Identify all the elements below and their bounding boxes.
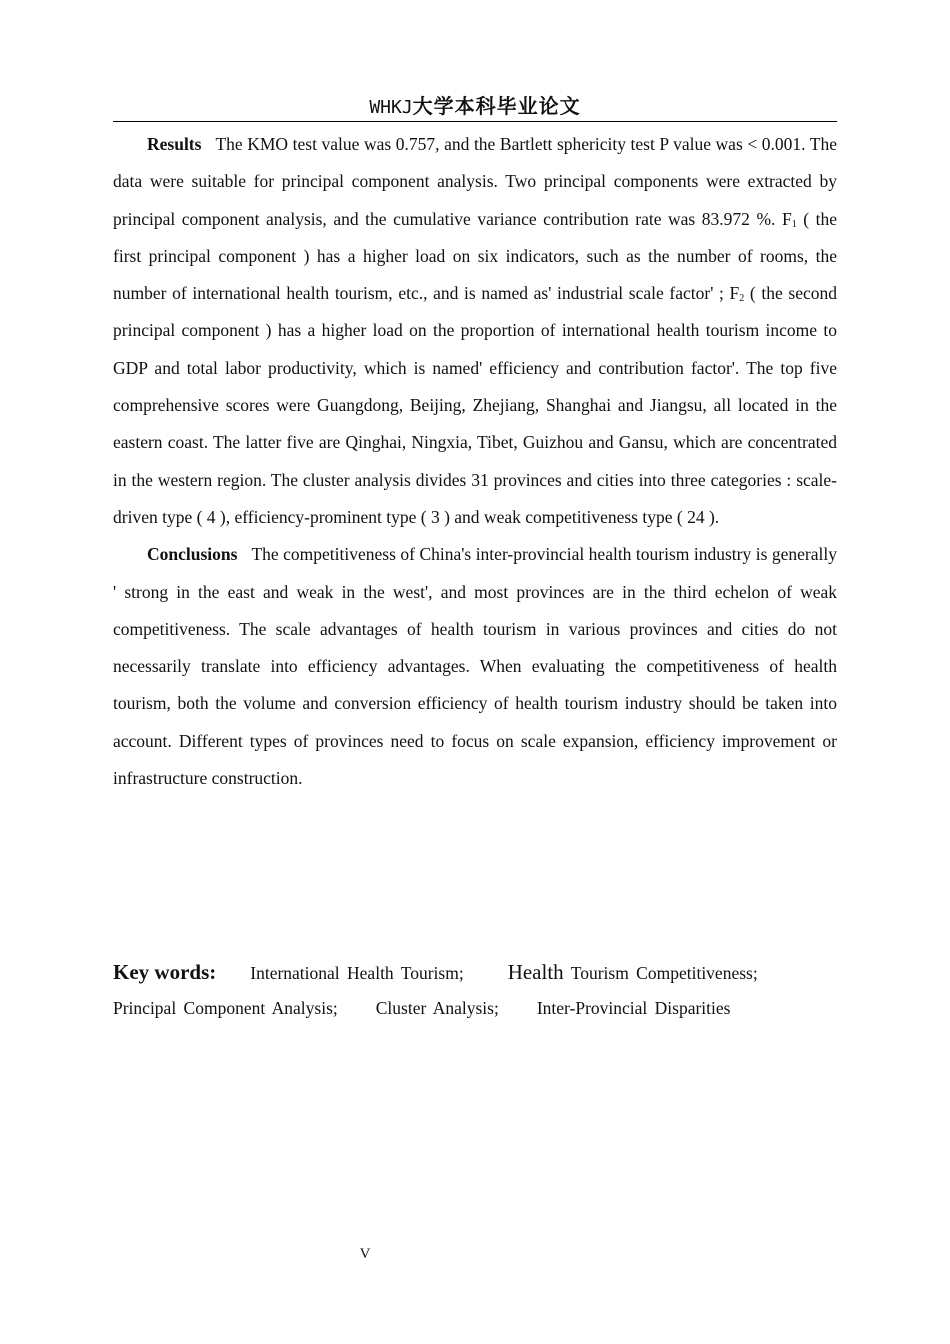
keyword-2-rest: Tourism Competitiveness; xyxy=(563,963,758,983)
keywords-section xyxy=(113,960,837,1038)
keyword-3: Principal Component Analysis; xyxy=(113,998,338,1018)
header-title: 大学本科毕业论文 xyxy=(412,94,581,118)
results-text-3: ( the second principal component ) has a higher load on the proportion of international health tourism income to GDP and total labor productivity, which is named' efficiency and contribution factor'. The top five comprehensive scores were Guangdong, Beijing, Zhejiang, Shanghai and Jiangsu, all located in the eastern coast. The latter five are Qinghai, Ningxia, Tibet, Guizhou and Gansu, which are concentrated in the western region. The cluster analysis divides 31 provinces and cities into three categories : scale-driven type ( 4 ), efficiency-prominent type ( 3 ) and weak competitiveness type ( 24 ). xyxy=(113,283,837,527)
header-latin: WHKJ xyxy=(369,97,413,118)
keywords-line-2 xyxy=(113,998,837,1038)
keyword-4: Cluster Analysis; xyxy=(375,998,499,1018)
abstract-body xyxy=(113,126,837,797)
results-paragraph xyxy=(113,126,837,536)
keywords-line-1 xyxy=(113,960,837,998)
results-label: Results xyxy=(147,134,202,154)
results-text-1: The KMO test value was 0.757, and the Bartlett sphericity test P value was < 0.001. The data were suitable for principal component analysis. Two principal components were extracted by principal component analysis, and the cumulative variance contribution rate was 83.972 %. F xyxy=(113,134,837,229)
results-text-2: ( the first principal component ) has a higher load on six indicators, such as the number of rooms, the number of international health tourism, etc., and is named as' industrial scale factor' ; F xyxy=(113,208,837,304)
header-rule xyxy=(113,121,837,122)
subscript-2: 2 xyxy=(739,293,745,305)
keyword-1: International Health Tourism; xyxy=(250,963,464,983)
keyword-2 xyxy=(508,960,758,985)
page-number: V xyxy=(359,1246,371,1262)
running-header xyxy=(113,93,837,121)
conclusions-paragraph xyxy=(113,536,837,797)
keywords-label: Key words: xyxy=(113,960,217,984)
keyword-2-first-word: Health xyxy=(507,960,564,984)
conclusions-text: The competitiveness of China's inter-provincial health tourism industry is generally ' strong in the east and weak in the west', and most provinces are in the third echelon of weak competitiveness. The scale advantages of health tourism in various provinces and cities do not necessarily translate into efficiency advantages. When evaluating the competitiveness of health tourism, both the volume and conversion efficiency of health tourism industry should be taken into account. Different types of provinces need to focus on scale expansion, efficiency improvement or infrastructure construction. xyxy=(113,544,837,789)
subscript-1: 1 xyxy=(791,218,797,230)
keyword-5: Inter-Provincial Disparities xyxy=(536,998,731,1018)
conclusions-label: Conclusions xyxy=(147,544,238,565)
